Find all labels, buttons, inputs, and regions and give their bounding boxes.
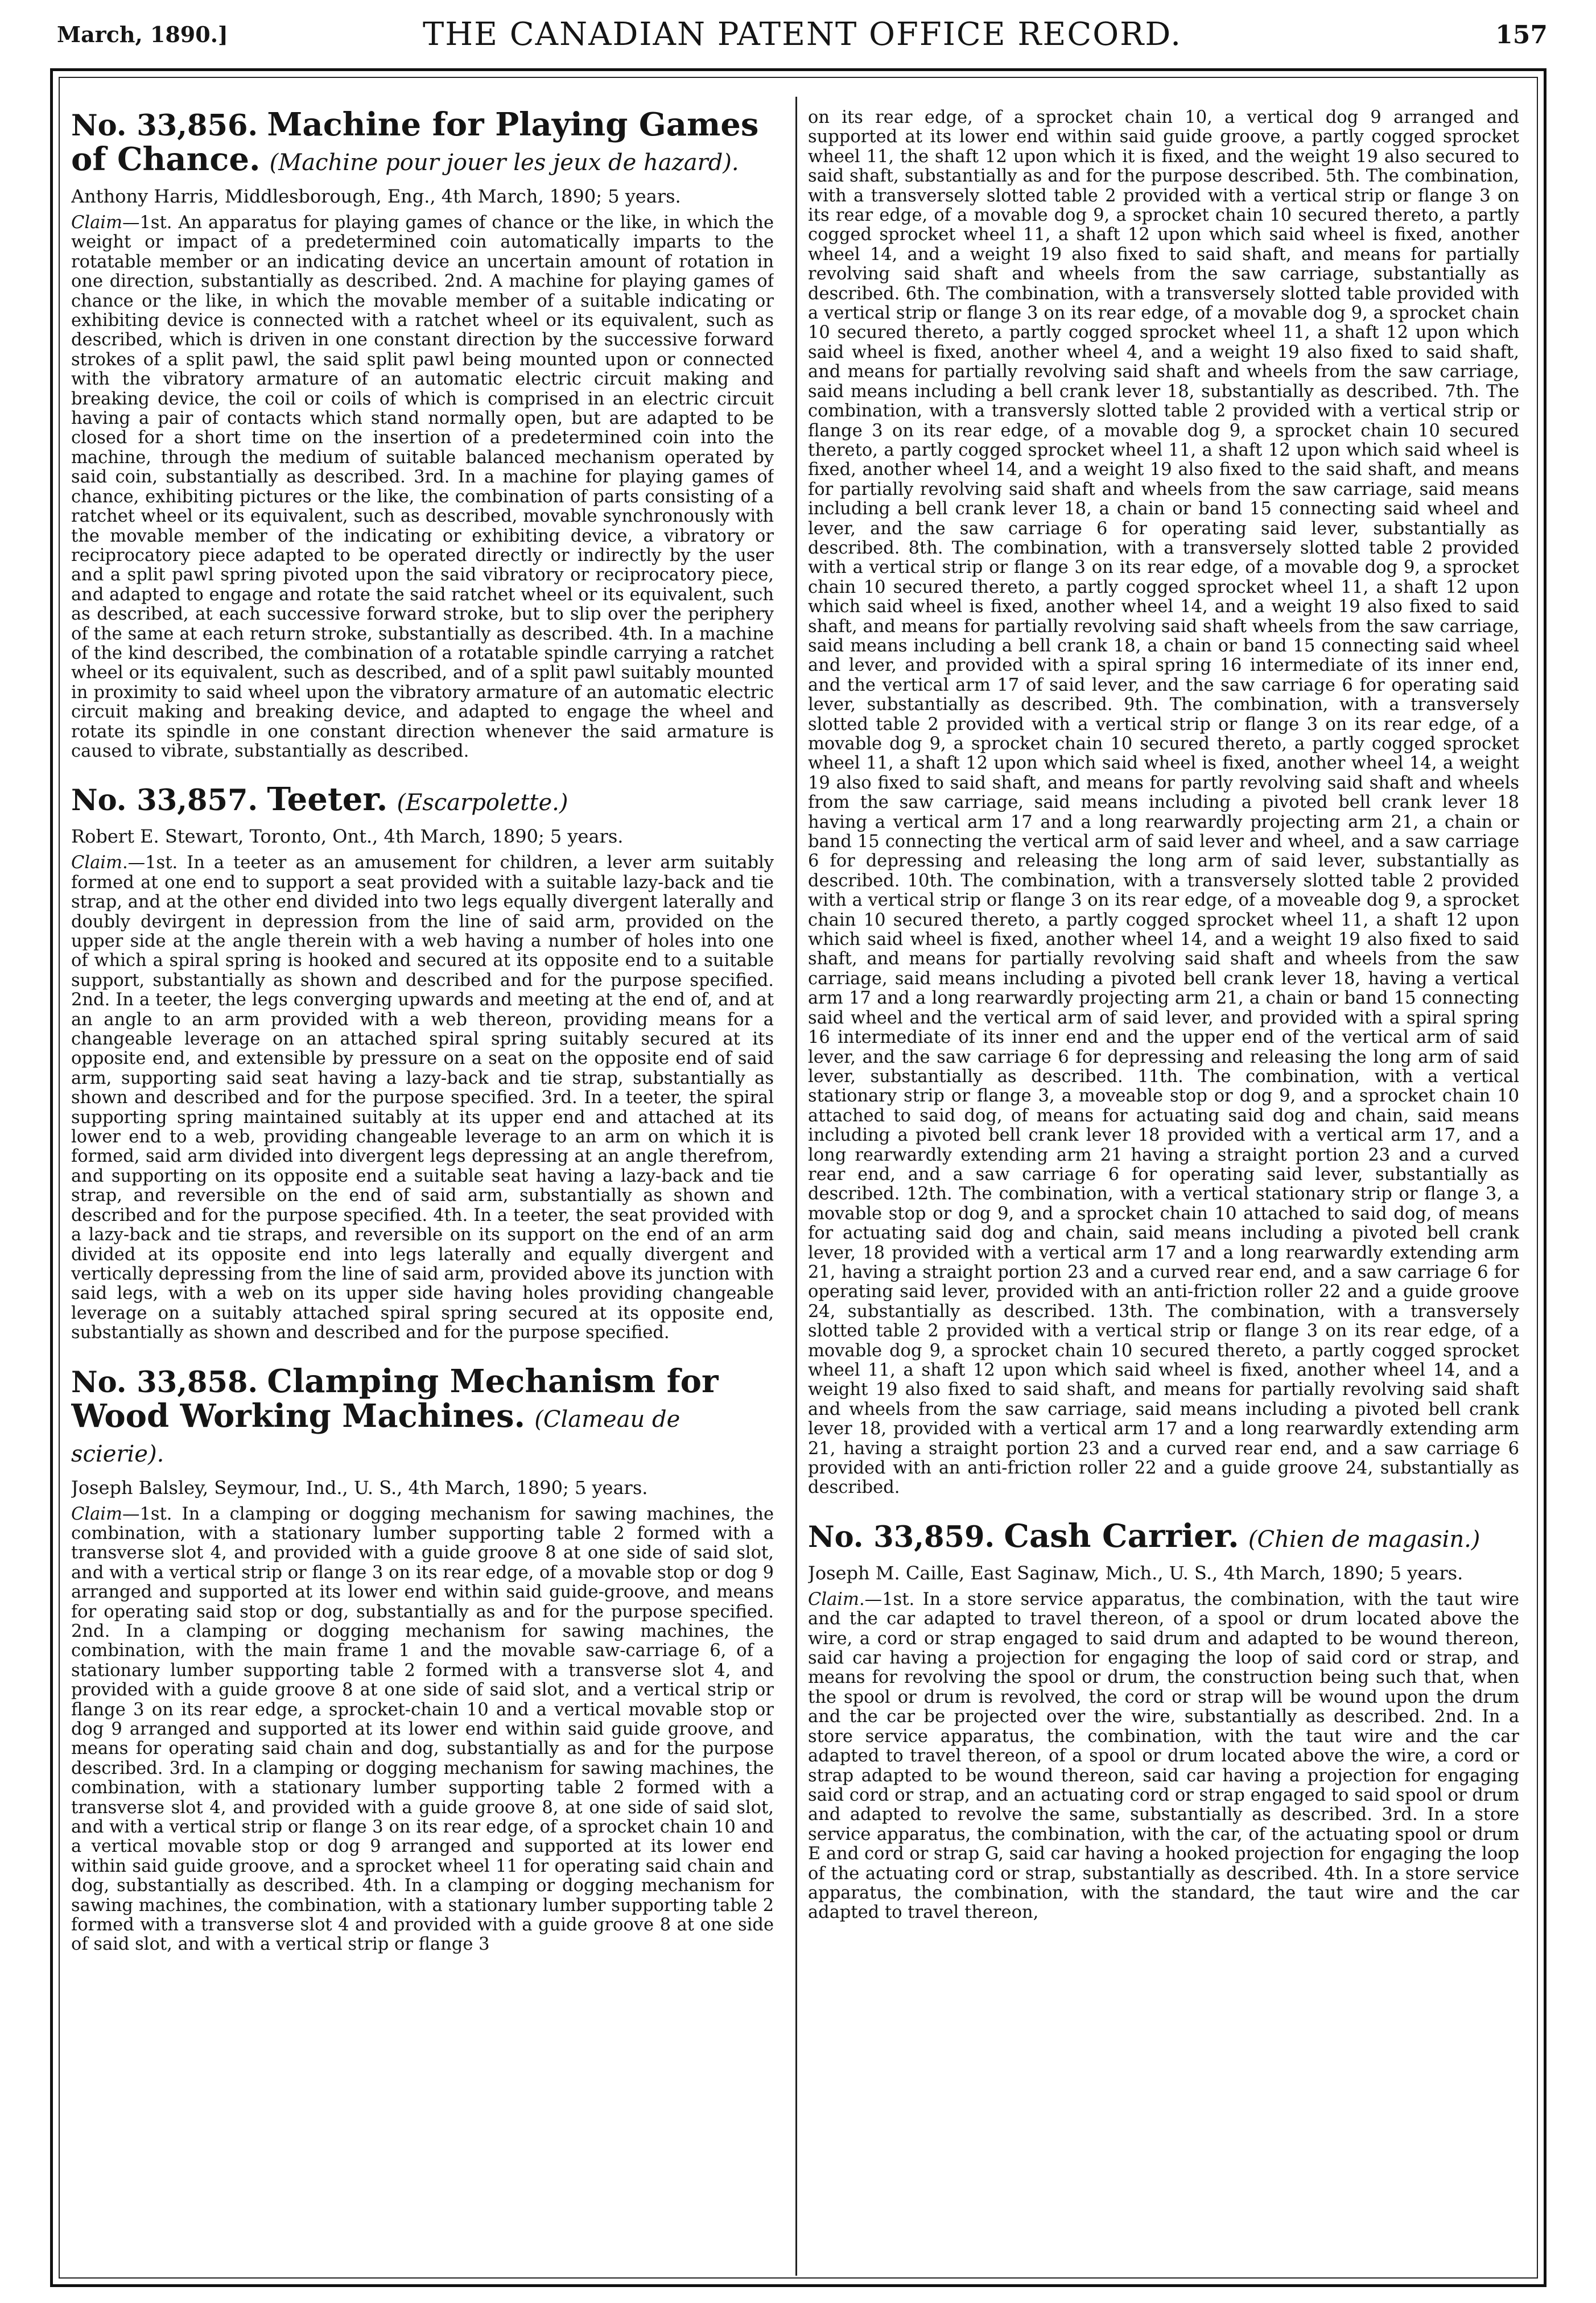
patent-french-title: (Escarpolette.) (397, 790, 568, 816)
claim-label: Claim (71, 853, 122, 873)
claim-continuation-text: on its rear edge, of a sprocket chain 10, a vertical dog 9 arranged and supported at its lower end within said guide groove, a partly cogged sprocket wheel 11, the shaft 12 upon which it is fixed, and the weight 19 also secured to said shaft, substantially as and for the purpose described. 5th. The combination, with a transversely slotted table 2 provided with a vertical strip or flange 3 on its rear edge, of a movable dog 9, a sprocket chain 10 secured thereto, a partly cogged sprocket wheel 11, a shaft 12 upon which said wheel is fixed, another wheel 14, and a weight 19 also fixed to said shaft, and means for partially revolving said shaft and wheels from the saw carriage, substantially as described. 6th. The combination, with a transversely slotted table provided with a vertical strip or flange 3 on its rear edge, of a movable dog 9, a sprocket chain 10 secured thereto, a partly cogged sprocket wheel 11, a shaft 12 upon which said wheel is fixed, another wheel 4, and a weight 19 also fixed to said shaft, and means for partially revolving said shaft and wheels from the saw carriage, said means including a bell crank lever 18, substantially as described. 7th. The combination, with a transversly slotted table 2 provided with a vertical strip or flange 3 on its rear edge, of a movable dog 9, a sprocket chain 10 secured thereto, a partly cogged sprocket wheel 11, a shaft 12 upon which said wheel is fixed, another wheel 14, and a weight 19 also fixed to the said shaft, and means for partially revolving said shaft and wheels from the saw carriage, said means including a bell crank lever 18, a chain or band 15 connecting said wheel and lever, and the saw carriage 6 for operating said lever, substantially as described. 8th. The combination, with a transversely slotted table 2 provided with a vertical strip or flange 3 on its rear edge, of a movable dog 9, a sprocket chain 10 secured thereto, a partly cogged sprocket wheel 11, a shaft 12 upon which said wheel is fixed, another wheel 14, and a weight 19 also fixed to said shaft, and means for partially revolving said shaft wheels from the saw carriage, said means including a bell crank 18, a chain or band 15 connecting said wheel and lever, and provided with a spiral spring 16 intermediate of its inner end, and the vertical arm 17 of said lever, and the saw carriage 6 for operating said lever, substantially as described. 9th. The combination, with a transversely slotted table 2 provided with a vertical strip or flange 3 on its rear edge, of a movable dog 9, a sprocket chain 10 secured thereto, a partly cogged sprocket wheel 11, a shaft 12 upon which said wheel is fixed, another wheel 14, a weight 19 also fixed to said shaft, and means for partly revolving said shaft and wheels from the saw carriage, said means including a pivoted bell crank lever 18 having a vertical arm 17 and a long rearwardly projecting arm 21, a chain or band 15 connecting the vertical arm of said lever and wheel, and a saw carriage 6 for depressing and releasing the long arm of said lever, substantially as described. 10th. The combination, with a transversely slotted table 2 provided with a vertical strip or flange 3 on its rear edge, of a moveable dog 9, a sprocket chain 10 secured thereto, a partly cogged sprocket wheel 11, a shaft 12 upon which said wheel is fixed, another wheel 14, and a weight 19 also fixed to said shaft, and means for partially revolving said shaft and wheels from the saw carriage, said means including a pivoted bell crank lever 18, having a vertical arm 17 and a long rearwardly projecting arm 21, a chain or band 15 connecting said wheel and the vertical arm of said lever, and provided with a spiral spring 16 intermediate of its inner end and the upper end of the vertical arm of said lever, and the saw carriage 6 for depressing and releasing the long arm of said lever, substantially as described. 11th. The combination, with a vertical stationary strip or flange 3, a moveable stop or dog 9, and a sprocket chain 10 attached to said dog, of means for actuating said dog and chain, said means including a pivoted bell crank lever 18 provided with a vertical arm 17, and a long rearwardly extending arm 21 having a straight portion 23 and a curved rear end, and a saw carriage 6 for operating said lever, substantially as described. 12th. The combination, with a vertical stationary strip or flange 3, a movable stop or dog 9, and a sprocket chain 10 attached to said dog, of means for actuating said dog and chain, said means including a pivoted bell crank lever, 18 provided with a vertical arm 17 and a long rearwardly extending arm 21, having a straight portion 23 and a curved rear end, and a saw carriage 6 for operating said lever, provided with an anti-friction roller 22 and a guide groove 24, substantially as described. 13th. The combination, with a transversely slotted table 2 provided with a vertical strip or flange 3 on its rear edge, of a movable dog 9, a sprocket chain 10 secured thereto, a partly cogged sprocket wheel 11, a shaft 12 upon which said wheel is fixed, another wheel 14, and a weight 19 also fixed to said shaft, and means for partially revolving said shaft and wheels from the saw carriage, said means including a pivoted bell crank lever 18, provided with a vertical arm 17 and a long rearwardly extending arm 21, having a straight portion 23 and a curved rear end, and a saw carriage 6 provided with an anti-friction roller 22 and a guide groove 24, substantially as described. (808, 108, 1519, 1498)
patent-entry (71, 108, 774, 761)
patent-number: No. 33,859. (808, 1520, 995, 1554)
column-divider (795, 97, 797, 2276)
patent-title: Teeter. (267, 781, 388, 819)
patent-number: No. 33,858. (71, 1365, 258, 1400)
claim-body: —1st. An apparatus for playing games of chance or the like, in which the weight or impact of a predetermined coin automatically imparts to the rotatable member or an indicating device an uncertain amount of rotation in one direction, substantially as described. 2nd. A machine for playing games of chance or the like, in which the movable member of a suitable indicating or exhibiting device is connected with a ratchet wheel or its equivalent, such as described, which is driven in one constant direction by the successive forward strokes of a split pawl, the said split pawl being mounted upon or connected with the vibratory armature of an automatic electric circuit making and breaking device, the coil or coils of which is comprised in an electric circuit having a pair of contacts which stand normally open, but are adapted to be closed for a short time on the insertion of a predetermined coin into the machine, through the medium of suitable balanced mechanism operated by said coin, substantially as described. 3rd. In a machine for playing games of chance, exhibiting pictures or the like, the combination of parts consisting of a ratchet wheel or its equivalent, such as described, movable synchronously with the movable member of the indicating or exhibiting device, a vibratory or reciprocatory piece adapted to be operated directly or indirectly by the user and a split pawl spring pivoted upon the said vibratory or reciprocatory piece, and adapted to engage and rotate the said ratchet wheel or its equivalent, such as described, at each successive forward stroke, but to slip over the periphery of the same at each return stroke, substantially as described. 4th. In a machine of the kind described, the combination of a rotatable spindle carrying a ratchet wheel or its equivalent, such as described, and of a split pawl suitably mounted in proximity to said wheel upon the vibratory armature of an automatic electric circuit making and breaking device, and adapted to engage the wheel and rotate its spindle in one constant direction whenever the said armature is caused to vibrate, substantially as described. (71, 213, 774, 761)
claim-body: .—1st. In a store service apparatus, the combination, with the taut wire and the car adapted to travel thereon, of a spool or drum located above the wire, a cord or strap engaged to said drum and adapted to be wound thereon, said car having a projection for engaging the loop of said cord or strap, and means for revolving the spool or drum, the construction being such that, when the spool or drum is revolved, the cord or strap will be wound upon the drum and the car be projected over the wire, substantially as described. 2nd. In a store service apparatus, the combination, with the taut wire and the car adapted to travel thereon, of a spool or drum located above the wire, a cord or strap adapted to be wound thereon, said car having a projection for engaging said cord or strap, and an actuating cord or strap engaged to said spool or drum and adapted to revolve the same, substantially as described. 3rd. In a store service apparatus, the combination, with the car, of the actuating spool or drum E and cord or strap G, said car having a hooked projection for engaging the loop of the actuating cord or strap, substantially as described. 4th. In a store service apparatus, the combination, with the standard, the taut wire and the car adapted to travel thereon, (808, 1589, 1519, 1923)
page-header (57, 16, 1548, 61)
inventor-line: Anthony Harris, Middlesborough, Eng., 4th March, 1890; 5 years. (71, 185, 681, 207)
page-number: 157 (1495, 20, 1548, 49)
patent-heading (71, 783, 774, 819)
claim-label: Claim (71, 213, 122, 233)
issue-date: March, 1890.] (57, 22, 228, 47)
claim-label: Claim (71, 1504, 122, 1524)
inventor-line: Robert E. Stewart, Toronto, Ont., 4th March, 1890; 5 years. (71, 826, 624, 848)
patent-french-title: (Clameau de scierie). (71, 1406, 681, 1467)
patent-entry (71, 783, 774, 1343)
patent-title: Machine for Playing Games of Chance. (71, 108, 759, 178)
patent-number: No. 33,857. (71, 783, 258, 818)
claim-body: —1st. In a clamping or dogging mechanism for sawing machines, the combination, with a stationary lumber supporting table 2 formed with a transverse slot 4, and provided with a guide groove 8 at one side of said slot, and with a vertical strip or flange 3 on its rear edge, of a movable stop or dog 9 arranged and supported at its lower end within said guide-groove, and means for operating said stop or dog, substantially as and for the purpose specified. 2nd. In a clamping or dogging mechanism for sawing machines, the combination, with the main frame 1 and the movable saw-carriage 6, of a stationary lumber supporting table 2 formed with a transverse slot 4, and provided with a guide groove 8 at one side of said slot, and a vertical strip or flange 3 on its rear edge, a sprocket-chain 10 and a vertical movable stop or dog 9 arranged and supported at its lower end within said guide groove, and means for operating said chain and dog, substantially as and for the purpose described. 3rd. In a clamping or dogging mechanism for sawing machines, the combination, with a stationary lumber supporting table 2 formed with a transverse slot 4, and provided with a guide groove 8, at one side of said slot, and with a vertical strip or flange 3 on its rear edge, of a sprocket chain 10 and a vertical movable stop or dog 9 arranged and supported at its lower end within said guide groove, and a sprocket wheel 11 for operating said chain and dog, substantially as described. 4th. In a clamping or dogging mechanism for sawing machines, the combination, with a stationary lumber supporting table 2 formed with a transverse slot 4 and provided with a guide groove 8 at one side of said slot, and with a vertical strip or flange 3 (71, 1504, 774, 1955)
patent-title: Cash Carrier. (1004, 1517, 1239, 1555)
inventor-line: Joseph M. Caille, East Saginaw, Mich., U. S., 4th March, 1890; 5 years. (808, 1562, 1463, 1584)
patent-entry (808, 1517, 1519, 1923)
patent-heading (71, 108, 774, 179)
patent-heading (71, 1362, 774, 1471)
patent-heading (808, 1517, 1519, 1556)
inventor-line: Joseph Balsley, Seymour, Ind., U. S., 4th March, 1890; 5 years. (71, 1476, 648, 1499)
claim-text (71, 853, 774, 1343)
patent-french-title: (Machine pour jouer les jeux de hazard). (269, 150, 739, 176)
left-column (71, 108, 774, 2270)
claim-continuation (808, 108, 1519, 1498)
claim-label: Claim (808, 1589, 859, 1609)
claim-text (71, 1505, 774, 1955)
patent-entry (71, 1362, 774, 1955)
claim-text (71, 213, 774, 761)
claim-text (808, 1590, 1519, 1923)
publication-title: THE CANADIAN PATENT OFFICE RECORD. (422, 16, 1182, 53)
patent-number: No. 33,856. (71, 109, 258, 143)
right-column (808, 108, 1519, 2270)
patent-french-title: (Chien de magasin.) (1248, 1526, 1480, 1553)
claim-body: .—1st. In a teeter as an amusement for children, a lever arm suitably formed at one end to support a seat provided with a suitable lazy-back and tie strap, and at the other end divided into two legs equally divergent laterally and doubly devirgent in depression from the line of said arm, provided on the upper side at the angle therein with a web having a number of holes into one of which a spiral spring is hooked and secured at its opposite end to a suitable support, substantially as shown and described and for the purpose specified. 2nd. In a teeter, the legs converging upwards and meeting at the end of, and at an angle to an arm provided with a web thereon, providing means for a changeable leverage on an attached spiral spring suitably secured at its opposite end, and extensible by pressure on a seat on the opposite end of said arm, supporting said seat having a lazy-back and tie strap, substantially as shown and described and for the purpose specified. 3rd. In a teeter, the spiral supporting spring maintained suitably at its upper end and attached at its lower end to a web, providing changeable leverage to an arm on which it is formed, said arm divided into divergent legs depressing at an angle therefrom, and supporting on its opposite end a suitable seat having a lazy-back and tie strap, and reversible on the end of said arm, substantially as shown and described and for the purpose specified. 4th. In a teeter, the seat provided with a lazy-back and tie straps, and reversible on its support on the end of an arm divided at its opposite end into legs laterally and equally divergent and vertically depressing from the line of said arm, provided above its junction with said legs, with a web on its upper side having holes providing changeable leverage on a suitably attached spiral spring secured at its opposite end, substantially as shown and described and for the purpose specified. (71, 853, 774, 1343)
patent-title: Clamping Mechanism for Wood Working Machines. (71, 1362, 719, 1435)
